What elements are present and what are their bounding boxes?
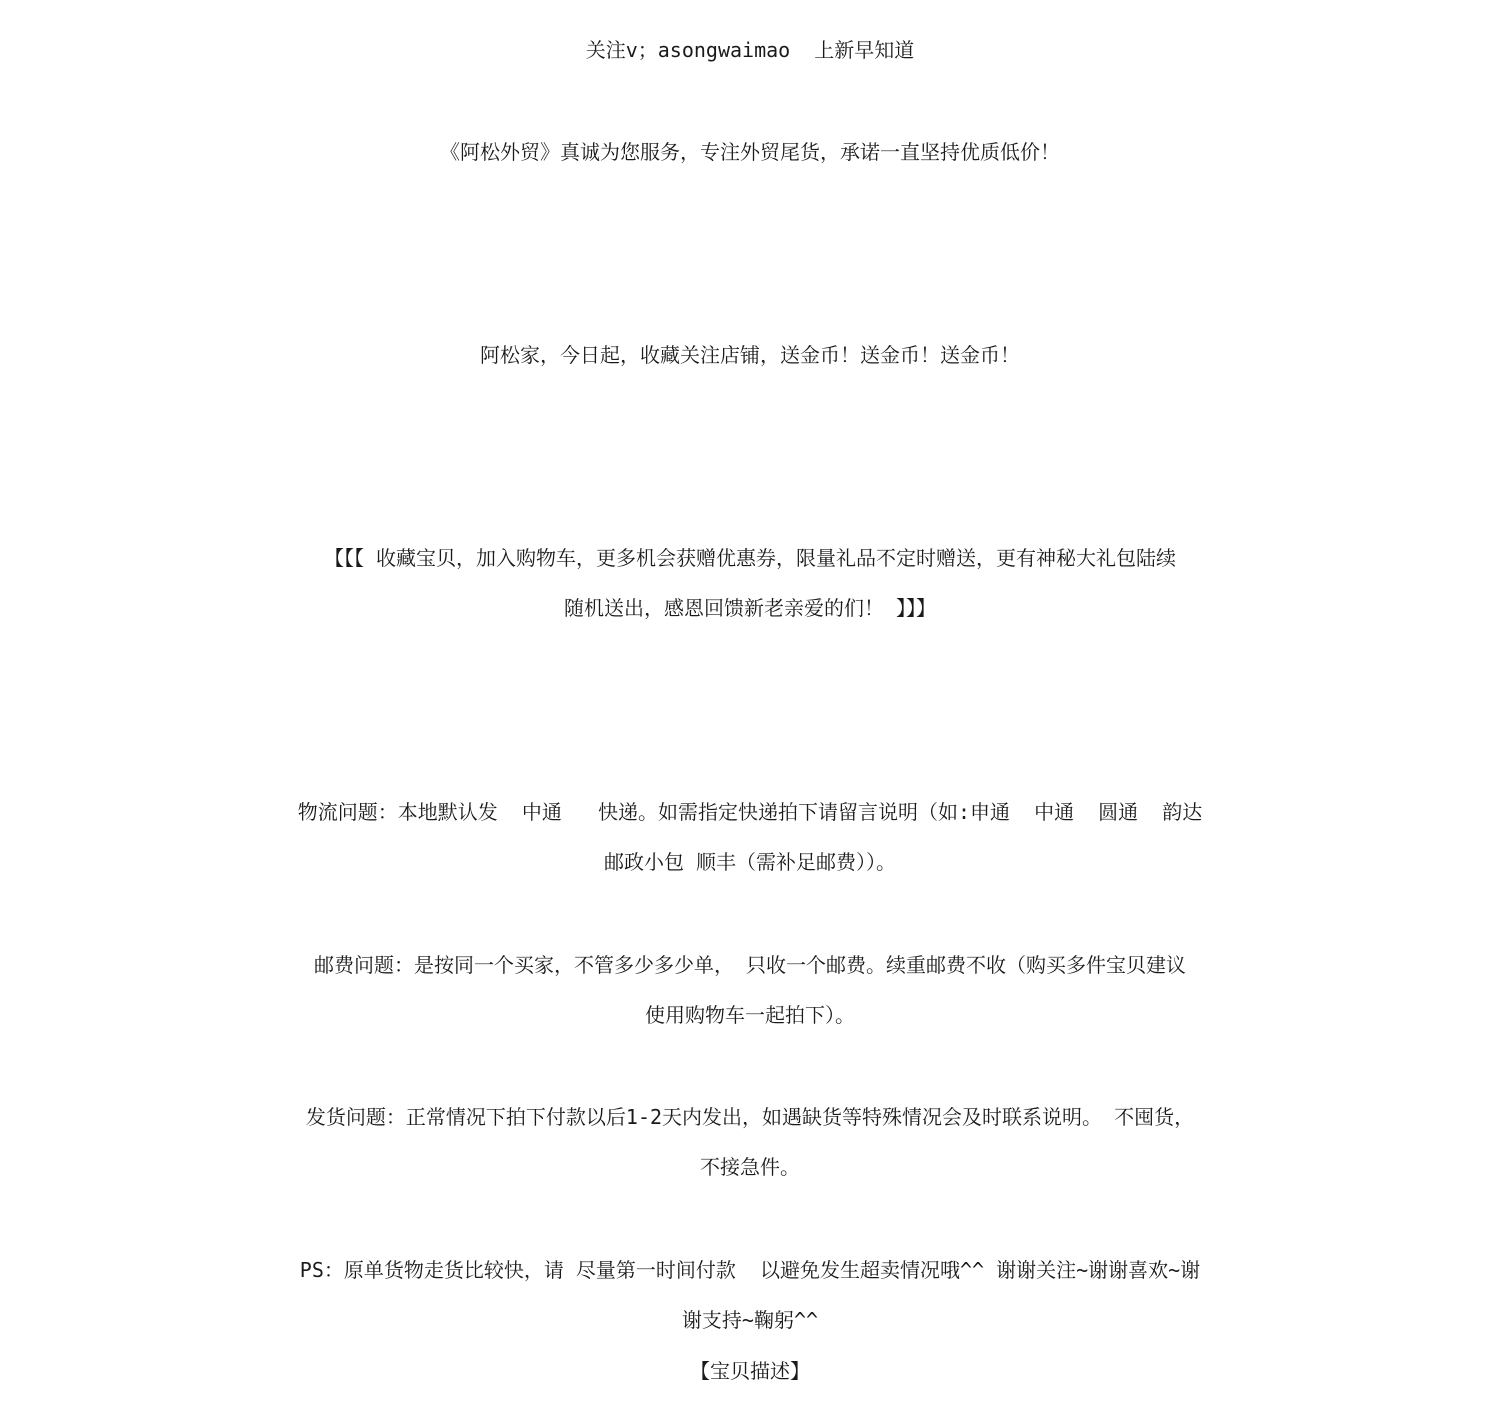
intro-line: 《阿松外贸》真诚为您服务，专注外贸尾货，承诺一直坚持优质低价！ — [440, 140, 1060, 164]
follow-line: 关注v；asongwaimao 上新早知道 — [585, 38, 915, 62]
shipping-fee-notice — [0, 940, 1500, 1040]
shipping-fee-notice-line-1: 邮费问题：是按同一个买家，不管多少多少单， 只收一个邮费。续重邮费不收（购买多件宝贝建议 — [313, 953, 1187, 977]
gold-coin-promo: 阿松家，今日起，收藏关注店铺，送金币！送金币！送金币！ — [480, 343, 1020, 367]
ps-notice-line-2: 谢支持~鞠躬^^ — [681, 1308, 819, 1332]
description-heading: 【宝贝描述】 — [690, 1359, 810, 1383]
dispatch-notice-line-2: 不接急件。 — [700, 1155, 800, 1179]
gift-promo-line-1: 【【【 收藏宝贝，加入购物车，更多机会获赠优惠券，限量礼品不定时赠送，更有神秘大礼包陆续 — [323, 546, 1177, 570]
dispatch-notice — [0, 1092, 1500, 1192]
logistics-notice-line-2: 邮政小包 顺丰（需补足邮费））。 — [603, 850, 897, 874]
gift-promo — [0, 533, 1500, 633]
gift-promo-line-2: 随机送出，感恩回馈新老亲爱的们！ 】】】 — [563, 596, 937, 620]
dispatch-notice-line-1: 发货问题：正常情况下拍下付款以后1-2天内发出，如遇缺货等特殊情况会及时联系说明。 不囤货， — [305, 1105, 1195, 1129]
logistics-notice — [0, 787, 1500, 887]
logistics-notice-line-1: 物流问题：本地默认发 中通 快递。如需指定快递拍下请留言说明（如:申通 中通 圆通 韵达 — [297, 800, 1203, 824]
ps-notice-line-1: PS：原单货物走货比较快，请 尽量第一时间付款 以避免发生超卖情况哦^^ 谢谢关注~谢谢喜欢~谢 — [299, 1258, 1201, 1282]
ps-notice — [0, 1245, 1500, 1345]
shipping-fee-notice-line-2: 使用购物车一起拍下）。 — [645, 1003, 855, 1027]
